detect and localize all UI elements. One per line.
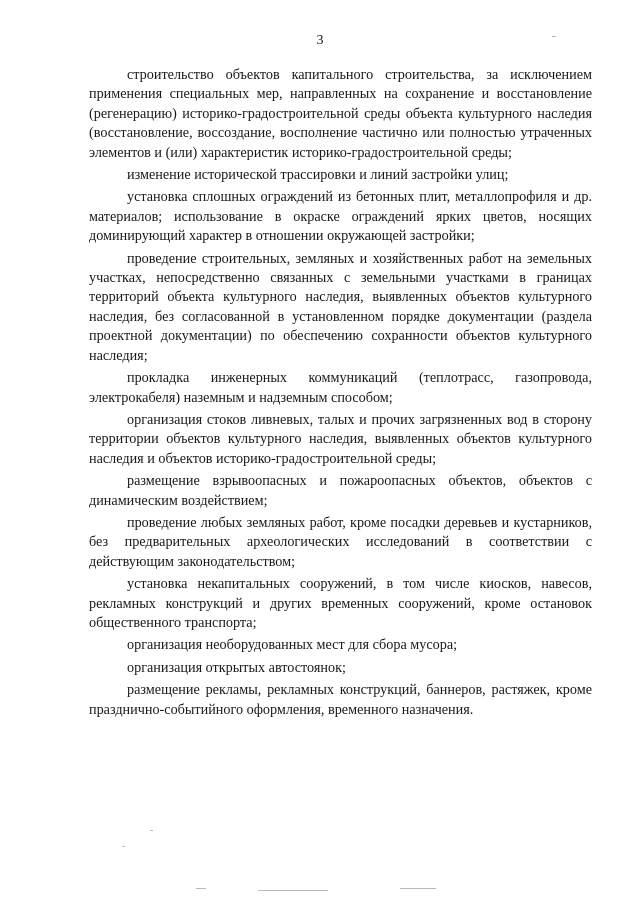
scan-speck xyxy=(552,36,556,37)
scan-speck xyxy=(258,890,328,891)
paragraph-8: проведение любых земляных работ, кроме посадки деревьев и кустарников, без предварительных археологических исследований в соответствии с действующим законодательством; xyxy=(89,514,592,570)
paragraph-5: прокладка инженерных коммуникаций (теплотрасс, газопровода, электрокабеля) наземным и надземным способом; xyxy=(89,370,592,406)
page-number: 3 xyxy=(316,33,324,48)
scan-speck xyxy=(400,888,436,889)
paragraph-6: организация стоков ливневых, талых и прочих загрязненных вод в сторону территории объектов культурного наследия, выявленных объектов культурного наследия и объектов историко-градостроительной среды; xyxy=(89,411,592,467)
scan-speck xyxy=(196,888,206,889)
paragraph-2: изменение исторической трассировки и линий застройки улиц; xyxy=(127,167,509,184)
paragraph-1: строительство объектов капитального строительства, за исключением применения специальных мер, направленных на сохранение и восстановление (регенерацию) историко-градостроительной среды объекта культурного наследия (восстановление, воссоздание, восполнение частично или полностью утраченных элементов и (или) характеристик историко-градостроительной среды; xyxy=(89,67,592,161)
document-body xyxy=(89,66,592,720)
paragraph-11: организация открытых автостоянок; xyxy=(127,659,346,676)
paragraph-3: установка сплошных ограждений из бетонных плит, металлопрофиля и др. материалов; использование в окраске ограждений ярких цветов, носящих доминирующий характер в отношении окружающей застройки; xyxy=(89,189,592,245)
paragraph-4: проведение строительных, земляных и хозяйственных работ на земельных участках, непосредственно связанных с земельными участками в границах территорий объекта культурного наследия, выявленных объектов культурного наследия, без согласованной в установленном порядке документации (раздела проектной документации) по обеспечению сохранности объектов культурного наследия; xyxy=(89,250,592,364)
scan-speck xyxy=(150,830,153,831)
paragraph-12: размещение рекламы, рекламных конструкций, баннеров, растяжек, кроме празднично-событийного оформления, временного назначения. xyxy=(89,682,592,718)
paragraph-10: организация необорудованных мест для сбора мусора; xyxy=(127,637,458,654)
scan-speck xyxy=(122,846,125,847)
paragraph-9: установка некапитальных сооружений, в том числе киосков, навесов, рекламных конструкций и других временных сооружений, кроме остановок общественного транспорта; xyxy=(89,576,592,631)
paragraph-7: размещение взрывоопасных и пожароопасных объектов, объектов с динамическим воздействием; xyxy=(89,473,592,509)
